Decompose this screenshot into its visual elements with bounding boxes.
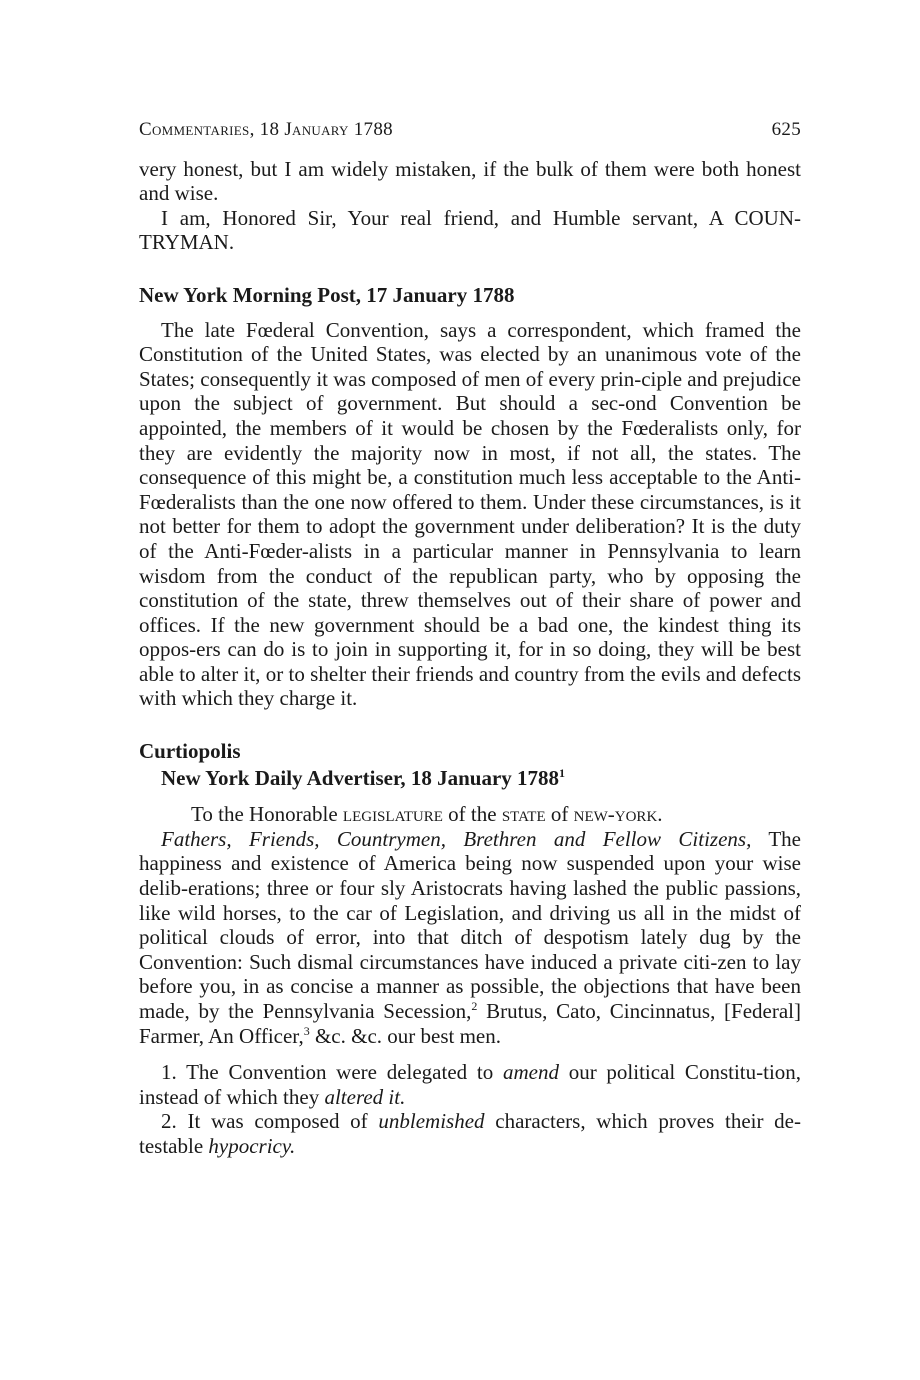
document-page — [139, 118, 801, 1159]
section-heading-morning-post: New York Morning Post, 17 January 1788 — [139, 282, 515, 307]
daily-advertiser-title: New York Daily Advertiser, 18 January 1788 — [161, 765, 560, 790]
author-heading: Curtiopolis — [139, 739, 241, 764]
running-head — [139, 118, 801, 143]
daily-advertiser-body: Fathers, Friends, Countrymen, Brethren and Fellow Citizens, The happiness and existence of America being now suspended upon your wise delib-erations; three or four sly Aristocrats having lashed the public passions, like wild horses, to the car of Legislation, and driving us all in the midst of political clouds of error, into that ditch of despotism lately dug by the Convention: Such dismal circumstances have induced a private citi-zen to lay before you, in as concise a manner as possible, the objections that have been made, by the Pennsylvania Secession,$^2$ Brutus, Cato, Cincinnatus, [Federal] Farmer, An Officer,$^3$ &c. &c. our best men. — [139, 826, 802, 1048]
footnote-ref-3: 3 — [303, 1023, 310, 1038]
objection-item: 1. The Convention were delegated to amend our political Constitu-tion, instead of which they altered it. — [139, 1060, 802, 1109]
footnote-ref-1: 1 — [559, 765, 566, 780]
continued-paragraph: very honest, but I am widely mistaken, if the bulk of them were both honest and wise. — [139, 156, 801, 206]
objection-item: 2. It was composed of unblemished characters, which proves their de-testable hypocricy. — [139, 1109, 802, 1158]
running-title: Commentaries, 18 January 1788 — [139, 119, 393, 140]
footnote-ref-2: 2 — [471, 999, 478, 1013]
page-number: 625 — [771, 119, 801, 140]
address-line: To the Honorable legislature of the state of new-york. — [191, 802, 663, 827]
section-heading-daily-advertiser — [161, 766, 801, 791]
morning-post-body: The late Fœderal Convention, says a correspondent, which framed the Constitution of the United States, was elected by an unanimous vote of the States; consequently it was composed of men of every prin-ciple and prejudice upon the subject of government. But should a sec-ond Convention be appointed, the members of it would be chosen by the Fœderalists only, for they are evidently the majority now in most, if not all, the states. The consequence of this might be, a constitution much less acceptable to the Anti-Fœderalists than the one now offered to them. Under these circumstances, is it not better for them to adopt the government under deliberation? It is the duty of the Anti-Fœder-alists in a particular manner in Pennsylvania to learn wisdom from the conduct of the republican party, who by opposing the constitution of the state, threw themselves out of their share of power and offices. If the new government should be a bad one, the kindest thing its oppos-ers can do is to join in supporting it, for in so doing, they will be best able to alter it, or to shelter their friends and country from the evils and defects with which they charge it. — [139, 317, 801, 711]
closing-paragraph: I am, Honored Sir, Your real friend, and Humble servant, A COUN-TRYMAN. — [139, 205, 801, 255]
salutation: Fathers, Friends, Countrymen, Brethren and Fellow Citizens, — [161, 826, 752, 851]
